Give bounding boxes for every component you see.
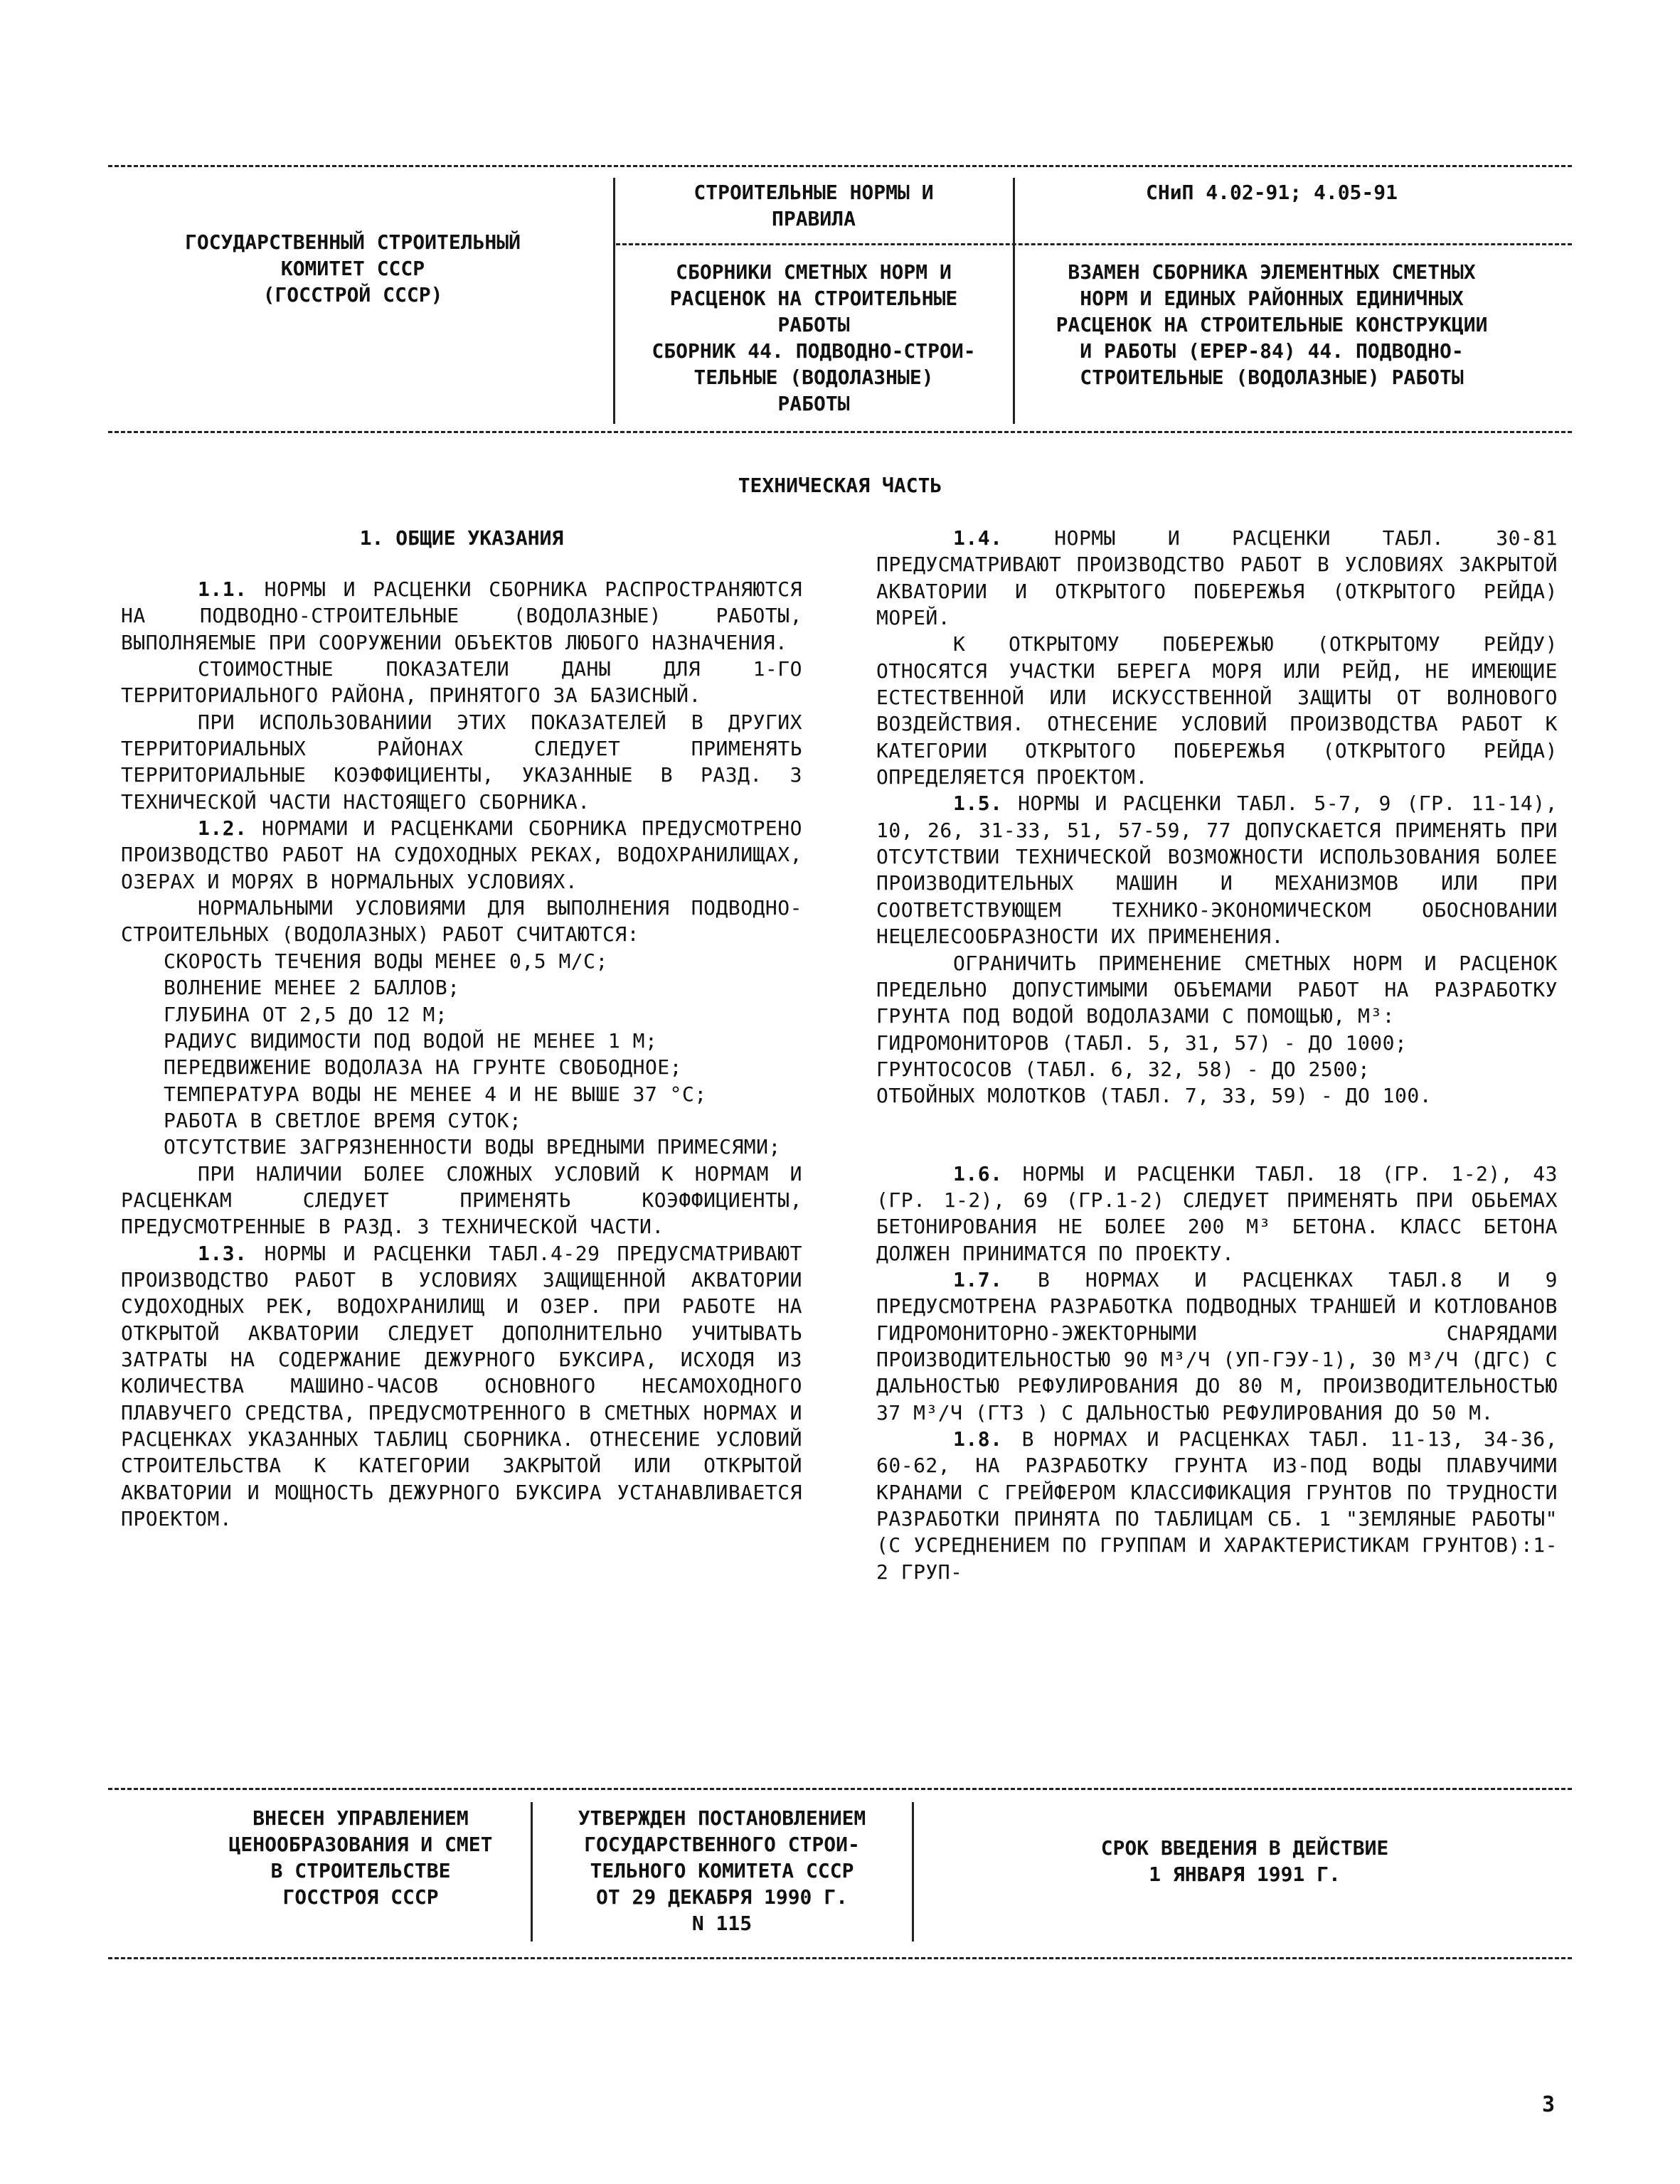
effective-line-1: СРОК ВВЕДЕНИЯ В ДЕЙСТВИЕ	[1100, 1836, 1389, 1860]
list-item: ГЛУБИНА ОТ 2,5 ДО 12 М;	[164, 1002, 448, 1026]
header-divider-middle	[1013, 178, 1015, 424]
paragraph-open-coast: К ОТКРЫТОМУ ПОБЕРЕЖЬЮ (ОТКРЫТОМУ РЕЙДУ) ОТНОСЯТСЯ УЧАСТКИ БЕРЕГА МОРЯ ИЛИ РЕЙД, НЕ ИМЕЮЩИЕ ЕСТЕСТВЕННОЙ ИЛИ ИСКУССТВЕННОЙ ЗАЩИТЫ ОТ ВОЛНОВОГО ВОЗДЕЙСТВИЯ. ОТНЕСЕНИЕ УСЛОВИЙ ПРОИЗВОДСТВА РАБОТ К КАТЕГОРИИ ОТКРЫТОГО ПОБЕРЕЖЬЯ (ОТКРЫТОГО РЕЙДА) ОПРЕДЕЛЯЕТСЯ ПРОЕКТОМ.	[876, 632, 1558, 789]
paragraph-1-6	[876, 1161, 1558, 1267]
doc-type-line-2: ПРАВИЛА	[771, 207, 856, 230]
paragraph-territorial: ПРИ ИСПОЛЬЗОВАНИИИ ЭТИХ ПОКАЗАТЕЛЕЙ В ДРУГИХ ТЕРРИТОРИАЛЬНЫХ РАЙОНАХ СЛЕДУЕТ ПРИМЕНЯТЬ ТЕРРИТОРИАЛЬНЫЕ КОЭФФИЦИЕНТЫ, УКАЗАННЫЕ В РАЗД. 3 ТЕХНИЧЕСКОЙ ЧАСТИ НАСТОЯЩЕГО СБОРНИКА.	[121, 710, 802, 814]
list-item: ОТСУТСТВИЕ ЗАГРЯЗНЕННОСТИ ВОДЫ ВРЕДНЫМИ ПРИМЕСЯМИ;	[164, 1135, 781, 1159]
agency-line-3: (ГОССТРОЙ СССР)	[262, 283, 443, 307]
clause-number: 1.7.	[953, 1267, 1003, 1291]
paragraph-volume-limits: ОГРАНИЧИТЬ ПРИМЕНЕНИЕ СМЕТНЫХ НОРМ И РАСЦЕНОК ПРЕДЕЛЬНО ДОПУСТИМЫМИ ОБЪЕМАМИ РАБОТ НА РАЗРАБОТКУ ГРУНТА ПОД ВОДОЙ ВОДОЛАЗАМИ С ПОМОЩЬЮ, М³:	[876, 951, 1558, 1028]
replaces-block	[1017, 259, 1526, 390]
clause-number: 1.5.	[953, 792, 1003, 816]
header-divider-left	[613, 178, 615, 424]
section-title: ТЕХНИЧЕСКАЯ ЧАСТЬ	[738, 474, 942, 497]
collection-line-1: СБОРНИКИ СМЕТНЫХ НОРМ И	[676, 260, 952, 284]
clause-number: 1.8.	[953, 1427, 1003, 1451]
approved-line-3: ТЕЛЬНОГО КОМИТЕТА СССР	[590, 1859, 854, 1882]
list-item: РАБОТА В СВЕТЛОЕ ВРЕМЯ СУТОК;	[164, 1108, 522, 1132]
submitted-line-1: ВНЕСЕН УПРАВЛЕНИЕМ	[252, 1806, 469, 1830]
approved-line-5: N 115	[691, 1912, 753, 1935]
list-item: ГИДРОМОНИТОРОВ (ТАБЛ. 5, 31, 57) - ДО 1000;	[876, 1030, 1408, 1055]
header-bottom-rule	[108, 431, 1572, 433]
clause-number: 1.3.	[198, 1241, 248, 1265]
list-item: РАДИУС ВИДИМОСТИ ПОД ВОДОЙ НЕ МЕНЕЕ 1 М;	[164, 1028, 658, 1053]
replaces-line-5: СТРОИТЕЛЬНЫЕ (ВОДОЛАЗНЫЕ) РАБОТЫ	[1080, 366, 1464, 389]
effective-date-block	[918, 1835, 1572, 1887]
left-column	[121, 576, 802, 1728]
page-number: 3	[1541, 2092, 1555, 2117]
paragraph-text: НОРМЫ И РАСЦЕНКИ ТАБЛ. 5-7, 9 (ГР. 11-14), 10, 26, 31-33, 51, 57-59, 77 ДОПУСКАЕТСЯ ПРИМЕНЯТЬ ПРИ ОТСУТСТВИИ ТЕХНИЧЕСКОЙ ВОЗМОЖНОСТИ ИСПОЛЬЗОВАНИЯ БОЛЕЕ ПРОИЗВОДИТЕЛЬНЫХ МАШИН И МЕХАНИЗМОВ ИЛИ ПРИ СООТВЕТСТВУЮЩЕМ ТЕХНИКО-ЭКОНОМИЧЕСКОМ ОБОСНОВАНИИ НЕЦЕЛЕСООБРАЗНОСТИ ИХ ПРИМЕНЕНИЯ.	[876, 792, 1558, 949]
collection-line-6: РАБОТЫ	[777, 392, 850, 415]
replaces-line-2: НОРМ И ЕДИНЫХ РАЙОННЫХ ЕДИНИЧНЫХ	[1080, 287, 1464, 310]
clause-number: 1.6.	[953, 1161, 1003, 1186]
subsection-title: 1. ОБЩИЕ УКАЗАНИЯ	[359, 526, 564, 550]
paragraph-1-2	[121, 815, 802, 895]
submitted-line-3: В СТРОИТЕЛЬСТВЕ	[270, 1859, 451, 1882]
clause-number: 1.2.	[198, 816, 248, 841]
submitted-line-4: ГОССТРОЯ СССР	[282, 1885, 439, 1909]
paragraph-text: НОРМЫ И РАСЦЕНКИ ТАБЛ. 30-81 ПРЕДУСМАТРИВАЮТ ПРОИЗВОДСТВО РАБОТ В УСЛОВИЯХ ЗАКРЫТОЙ АКВАТОРИИ И ОТКРЫТОГО ПОБЕРЕЖЬЯ (ОТКРЫТОГО РЕЙДА) МОРЕЙ.	[876, 526, 1558, 630]
approved-line-1: УТВЕРЖДЕН ПОСТАНОВЛЕНИЕМ	[578, 1806, 866, 1830]
clause-number: 1.1.	[198, 577, 248, 601]
paragraph-1-4	[876, 525, 1558, 631]
list-item: ГРУНТОСОСОВ (ТАБЛ. 6, 32, 58) - ДО 2500;	[876, 1057, 1371, 1081]
paragraph-normal-conditions: НОРМАЛЬНЫМИ УСЛОВИЯМИ ДЛЯ ВЫПОЛНЕНИЯ ПОДВОДНО-СТРОИТЕЛЬНЫХ (ВОДОЛАЗНЫХ) РАБОТ СЧИТАЮТСЯ:	[121, 896, 802, 947]
collection-line-5: ТЕЛЬНЫЕ (ВОДОЛАЗНЫЕ)	[693, 366, 934, 389]
list-item: ВОЛНЕНИЕ МЕНЕЕ 2 БАЛЛОВ;	[164, 976, 460, 1000]
right-column	[876, 525, 1558, 1728]
paragraph-cost-indicators: СТОИМОСТНЫЕ ПОКАЗАТЕЛИ ДАНЫ ДЛЯ 1-ГО ТЕРРИТОРИАЛЬНОГО РАЙОНА, ПРИНЯТОГО ЗА БАЗИСНЫЙ.	[121, 657, 802, 708]
replaces-line-4: И РАБОТЫ (ЕРЕР-84) 44. ПОДВОДНО-	[1080, 339, 1464, 363]
paragraph-text: НОРМЫ И РАСЦЕНКИ ТАБЛ.4-29 ПРЕДУСМАТРИВАЮТ ПРОИЗВОДСТВО РАБОТ В УСЛОВИЯХ ЗАЩИЩЕННОЙ АКВАТОРИИ СУДОХОДНЫХ РЕК, ВОДОХРАНИЛИЩ И ОЗЕР. ПРИ РАБОТЕ НА ОТКРЫТОЙ АКВАТОРИИ СЛЕДУЕТ ДОПОЛНИТЕЛЬНО УЧИТЫВАТЬ ЗАТРАТЫ НА СОДЕРЖАНИЕ ДЕЖУРНОГО БУКСИРА, ИСХОДЯ ИЗ КОЛИЧЕСТВА МАШИНО-ЧАСОВ ОСНОВНОГО НЕСАМОХОДНОГО ПЛАВУЧЕГО СРЕДСТВА, ПРЕДУСМОТРЕННОГО В СМЕТНЫХ НОРМАХ И РАСЦЕНКАХ УКАЗАННЫХ ТАБЛИЦ СБОРНИКА. ОТНЕСЕНИЕ УСЛОВИЙ СТРОИТЕЛЬСТВА К КАТЕГОРИИ ЗАКРЫТОЙ ИЛИ ОТКРЫТОЙ АКВАТОРИИ И МОЩНОСТЬ ДЕЖУРНОГО БУКСИРА УСТАНАВЛИВАЕТСЯ ПРОЕКТОМ.	[121, 1241, 802, 1531]
replaces-line-3: РАСЦЕНОК НА СТРОИТЕЛЬНЫЕ КОНСТРУКЦИИ	[1056, 313, 1488, 336]
agency-line-1: ГОСУДАРСТВЕННЫЙ СТРОИТЕЛЬНЫЙ	[184, 230, 521, 254]
agency-block	[108, 229, 597, 308]
paragraph-text: В НОРМАХ И РАСЦЕНКАХ ТАБЛ.8 И 9 ПРЕДУСМОТРЕНА РАЗРАБОТКА ПОДВОДНЫХ ТРАНШЕЙ И КОТЛОВАНОВ ГИДРОМОНИТОРНО-ЭЖЕКТОРНЫМИ СНАРЯДАМИ ПРОИЗВОДИТЕЛЬНОСТЬЮ 90 М³/Ч (УП-ГЭУ-1), 30 М³/Ч (ДГС) С ДАЛЬНОСТЬЮ РЕФУЛИРОВАНИЯ ДО 80 М, ПРОИЗВОДИТЕЛЬНОСТЬЮ 37 М³/Ч (ГТЗ ) С ДАЛЬНОСТЬЮ РЕФУЛИРОВАНИЯ ДО 50 М.	[876, 1267, 1558, 1424]
doc-code: СНиП 4.02-91; 4.05-91	[1145, 181, 1398, 204]
paragraph-complex-conditions: ПРИ НАЛИЧИИ БОЛЕЕ СЛОЖНЫХ УСЛОВИЙ К НОРМАМ И РАСЦЕНКАМ СЛЕДУЕТ ПРИМЕНЯТЬ КОЭФФИЦИЕНТЫ, ПРЕДУСМОТРЕННЫЕ В РАЗД. 3 ТЕХНИЧЕСКОЙ ЧАСТИ.	[121, 1161, 802, 1239]
clause-number: 1.4.	[953, 526, 1003, 550]
header-mid-rule	[616, 243, 1572, 245]
footer-divider-left	[531, 1802, 533, 1941]
footer-bottom-rule	[108, 1957, 1572, 1959]
list-item: СКОРОСТЬ ТЕЧЕНИЯ ВОДЫ МЕНЕЕ 0,5 М/С;	[164, 949, 608, 973]
header-top-rule	[108, 165, 1572, 167]
paragraph-text: НОРМЫ И РАСЦЕНКИ ТАБЛ. 18 (ГР. 1-2), 43 (ГР. 1-2), 69 (ГР.1-2) СЛЕДУЕТ ПРИМЕНЯТЬ ПРИ ОБЬЕМАХ БЕТОНИРОВАНИЯ НЕ БОЛЕЕ 200 М³ БЕТОНА. КЛАСС БЕТОНА ДОЛЖЕН ПРИНИМАТСЯ ПО ПРОЕКТУ.	[876, 1161, 1558, 1265]
approved-block	[535, 1805, 909, 1937]
paragraph-text: НОРМЫ И РАСЦЕНКИ СБОРНИКА РАСПРОСТРАНЯЮТСЯ НА ПОДВОДНО-СТРОИТЕЛЬНЫЕ (ВОДОЛАЗНЫЕ) РАБОТЫ, ВЫПОЛНЯЕМЫЕ ПРИ СООРУЖЕНИИ ОБЪЕКТОВ ЛЮБОГО НАЗНАЧЕНИЯ.	[121, 577, 802, 654]
doc-type-line-1: СТРОИТЕЛЬНЫЕ НОРМЫ И	[693, 181, 934, 204]
approved-line-4: ОТ 29 ДЕКАБРЯ 1990 Г.	[595, 1885, 848, 1909]
collection-block	[616, 259, 1011, 417]
list-item: ПЕРЕДВИЖЕНИЕ ВОДОЛАЗА НА ГРУНТЕ СВОБОДНОЕ;	[164, 1055, 683, 1080]
list-item: ОТБОЙНЫХ МОЛОТКОВ (ТАБЛ. 7, 33, 59) - ДО 100.	[876, 1084, 1432, 1108]
effective-line-2: 1 ЯНВАРЯ 1991 Г.	[1149, 1863, 1341, 1886]
paragraph-text: НОРМАМИ И РАСЦЕНКАМИ СБОРНИКА ПРЕДУСМОТРЕНО ПРОИЗВОДСТВО РАБОТ НА СУДОХОДНЫХ РЕКАХ, ВОДОХРАНИЛИЩАХ, ОЗЕРАХ И МОРЯХ В НОРМАЛЬНЫХ УСЛОВИЯХ.	[121, 816, 802, 893]
list-item: ТЕМПЕРАТУРА ВОДЫ НЕ МЕНЕЕ 4 И НЕ ВЫШЕ 37 °С;	[164, 1082, 707, 1106]
footer-top-rule	[108, 1788, 1572, 1790]
paragraph-1-3	[121, 1240, 802, 1533]
approved-line-2: ГОСУДАРСТВЕННОГО СТРОИ-	[584, 1833, 860, 1856]
doc-type-block	[616, 179, 1011, 232]
paragraph-text: В НОРМАХ И РАСЦЕНКАХ ТАБЛ. 11-13, 34-36, 60-62, НА РАЗРАБОТКУ ГРУНТА ИЗ-ПОД ВОДЫ ПЛАВУЧИМИ КРАНАМИ С ГРЕЙФЕРОМ КЛАССИФИКАЦИЯ ГРУНТОВ ПО ТРУДНОСТИ РАЗРАБОТКИ ПРИНЯТА ПО ТАБЛИЦАМ СБ. 1 "ЗЕМЛЯНЫЕ РАБОТЫ" (С УСРЕДНЕНИЕМ ПО ГРУППАМ И ХАРАКТЕРИСТИКАМ ГРУНТОВ):1-2 ГРУП-	[876, 1427, 1558, 1584]
paragraph-1-8	[876, 1426, 1558, 1585]
paragraph-1-5	[876, 790, 1558, 949]
submitted-line-2: ЦЕНООБРАЗОВАНИЯ И СМЕТ	[228, 1833, 493, 1856]
paragraph-1-1	[121, 576, 802, 656]
agency-line-2: КОМИТЕТ СССР	[280, 257, 425, 280]
replaces-line-1: ВЗАМЕН СБОРНИКА ЭЛЕМЕНТНЫХ СМЕТНЫХ	[1068, 260, 1476, 284]
footer-divider-right	[912, 1802, 914, 1941]
paragraph-1-7	[876, 1267, 1558, 1426]
collection-line-2: РАСЦЕНОК НА СТРОИТЕЛЬНЫЕ	[669, 287, 958, 310]
collection-line-3: РАБОТЫ	[777, 313, 850, 336]
collection-line-4: СБОРНИК 44. ПОДВОДНО-СТРОИ-	[652, 339, 976, 363]
